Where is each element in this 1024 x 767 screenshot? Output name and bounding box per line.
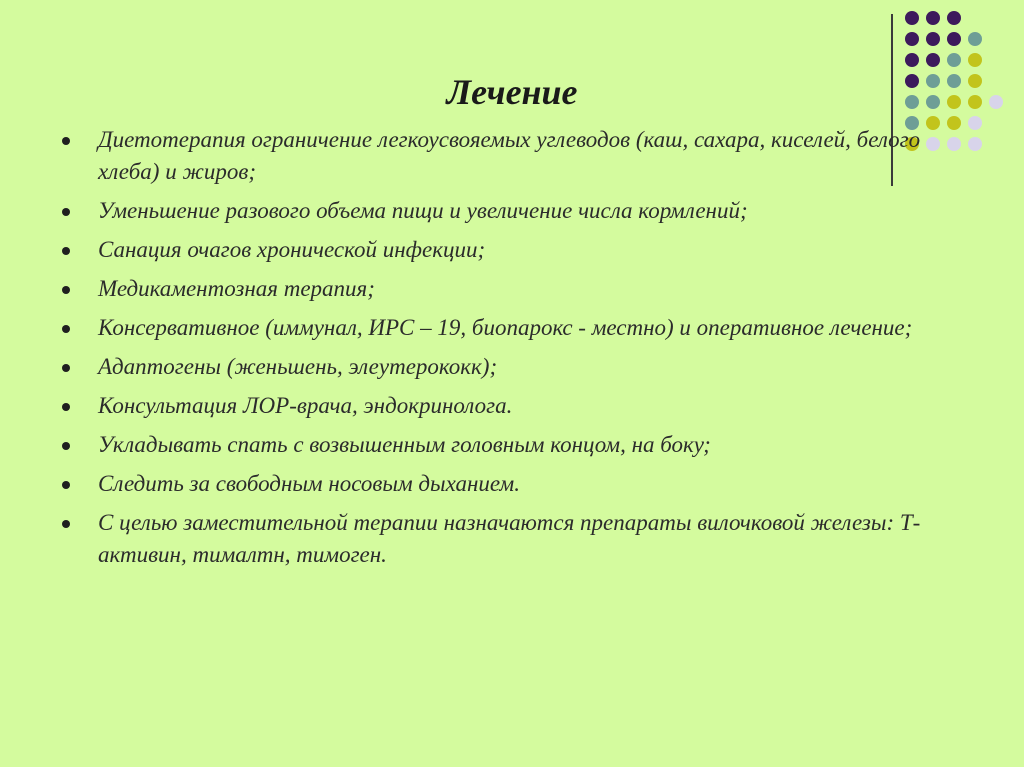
bullet-dot <box>62 247 70 255</box>
list-item-text: Уменьшение разового объема пищи и увеличение числа кормлений; <box>98 198 748 223</box>
list-item <box>60 124 930 188</box>
bullet-dot <box>62 286 70 294</box>
bullet-dot <box>62 364 70 372</box>
list-item-text: Укладывать спать с возвышенным головным концом, на боку; <box>98 432 711 457</box>
decorative-dot <box>905 11 919 25</box>
bullet-dot <box>62 137 70 145</box>
decorative-dot <box>968 53 982 67</box>
list-item <box>60 195 930 227</box>
decorative-dot <box>968 116 982 130</box>
list-item-text: С целью заместительной терапии назначаются препараты вилочковой железы: Т-активин, тималтн, тимоген. <box>98 510 921 567</box>
list-item-text: Консервативное (иммунал, ИРС – 19, биопарокс - местно) и оперативное лечение; <box>98 315 913 340</box>
list-item-text: Следить за свободным носовым дыханием. <box>98 471 520 496</box>
decorative-dot <box>968 137 982 151</box>
decorative-dot <box>947 137 961 151</box>
decorative-dot <box>947 11 961 25</box>
list-item <box>60 351 930 383</box>
decorative-dot <box>926 53 940 67</box>
list-item-text: Адаптогены (женьшень, элеутерококк); <box>98 354 498 379</box>
list-item-text: Санация очагов хронической инфекции; <box>98 237 486 262</box>
list-item-text: Консультация ЛОР-врача, эндокринолога. <box>98 393 513 418</box>
list-item <box>60 507 930 571</box>
decorative-dot <box>947 116 961 130</box>
list-item-text: Диетотерапия ограничение легкоусвояемых углеводов (каш, сахара, киселей, белого хлеба) и жиров; <box>98 127 921 184</box>
list-item <box>60 390 930 422</box>
decorative-dot <box>968 32 982 46</box>
list-item-text: Медикаментозная терапия; <box>98 276 375 301</box>
bullet-list <box>60 124 930 578</box>
decorative-dot <box>905 32 919 46</box>
decorative-dot <box>947 32 961 46</box>
bullet-dot <box>62 325 70 333</box>
decorative-dot <box>926 32 940 46</box>
list-item <box>60 273 930 305</box>
decorative-dot <box>926 11 940 25</box>
list-item <box>60 234 930 266</box>
bullet-dot <box>62 520 70 528</box>
bullet-dot <box>62 481 70 489</box>
bullet-dot <box>62 442 70 450</box>
list-item <box>60 429 930 461</box>
slide-title: Лечение <box>446 72 578 112</box>
list-item <box>60 468 930 500</box>
decorative-dot <box>905 53 919 67</box>
bullet-dot <box>62 403 70 411</box>
bullet-dot <box>62 208 70 216</box>
list-item <box>60 312 930 344</box>
decorative-dot <box>947 53 961 67</box>
